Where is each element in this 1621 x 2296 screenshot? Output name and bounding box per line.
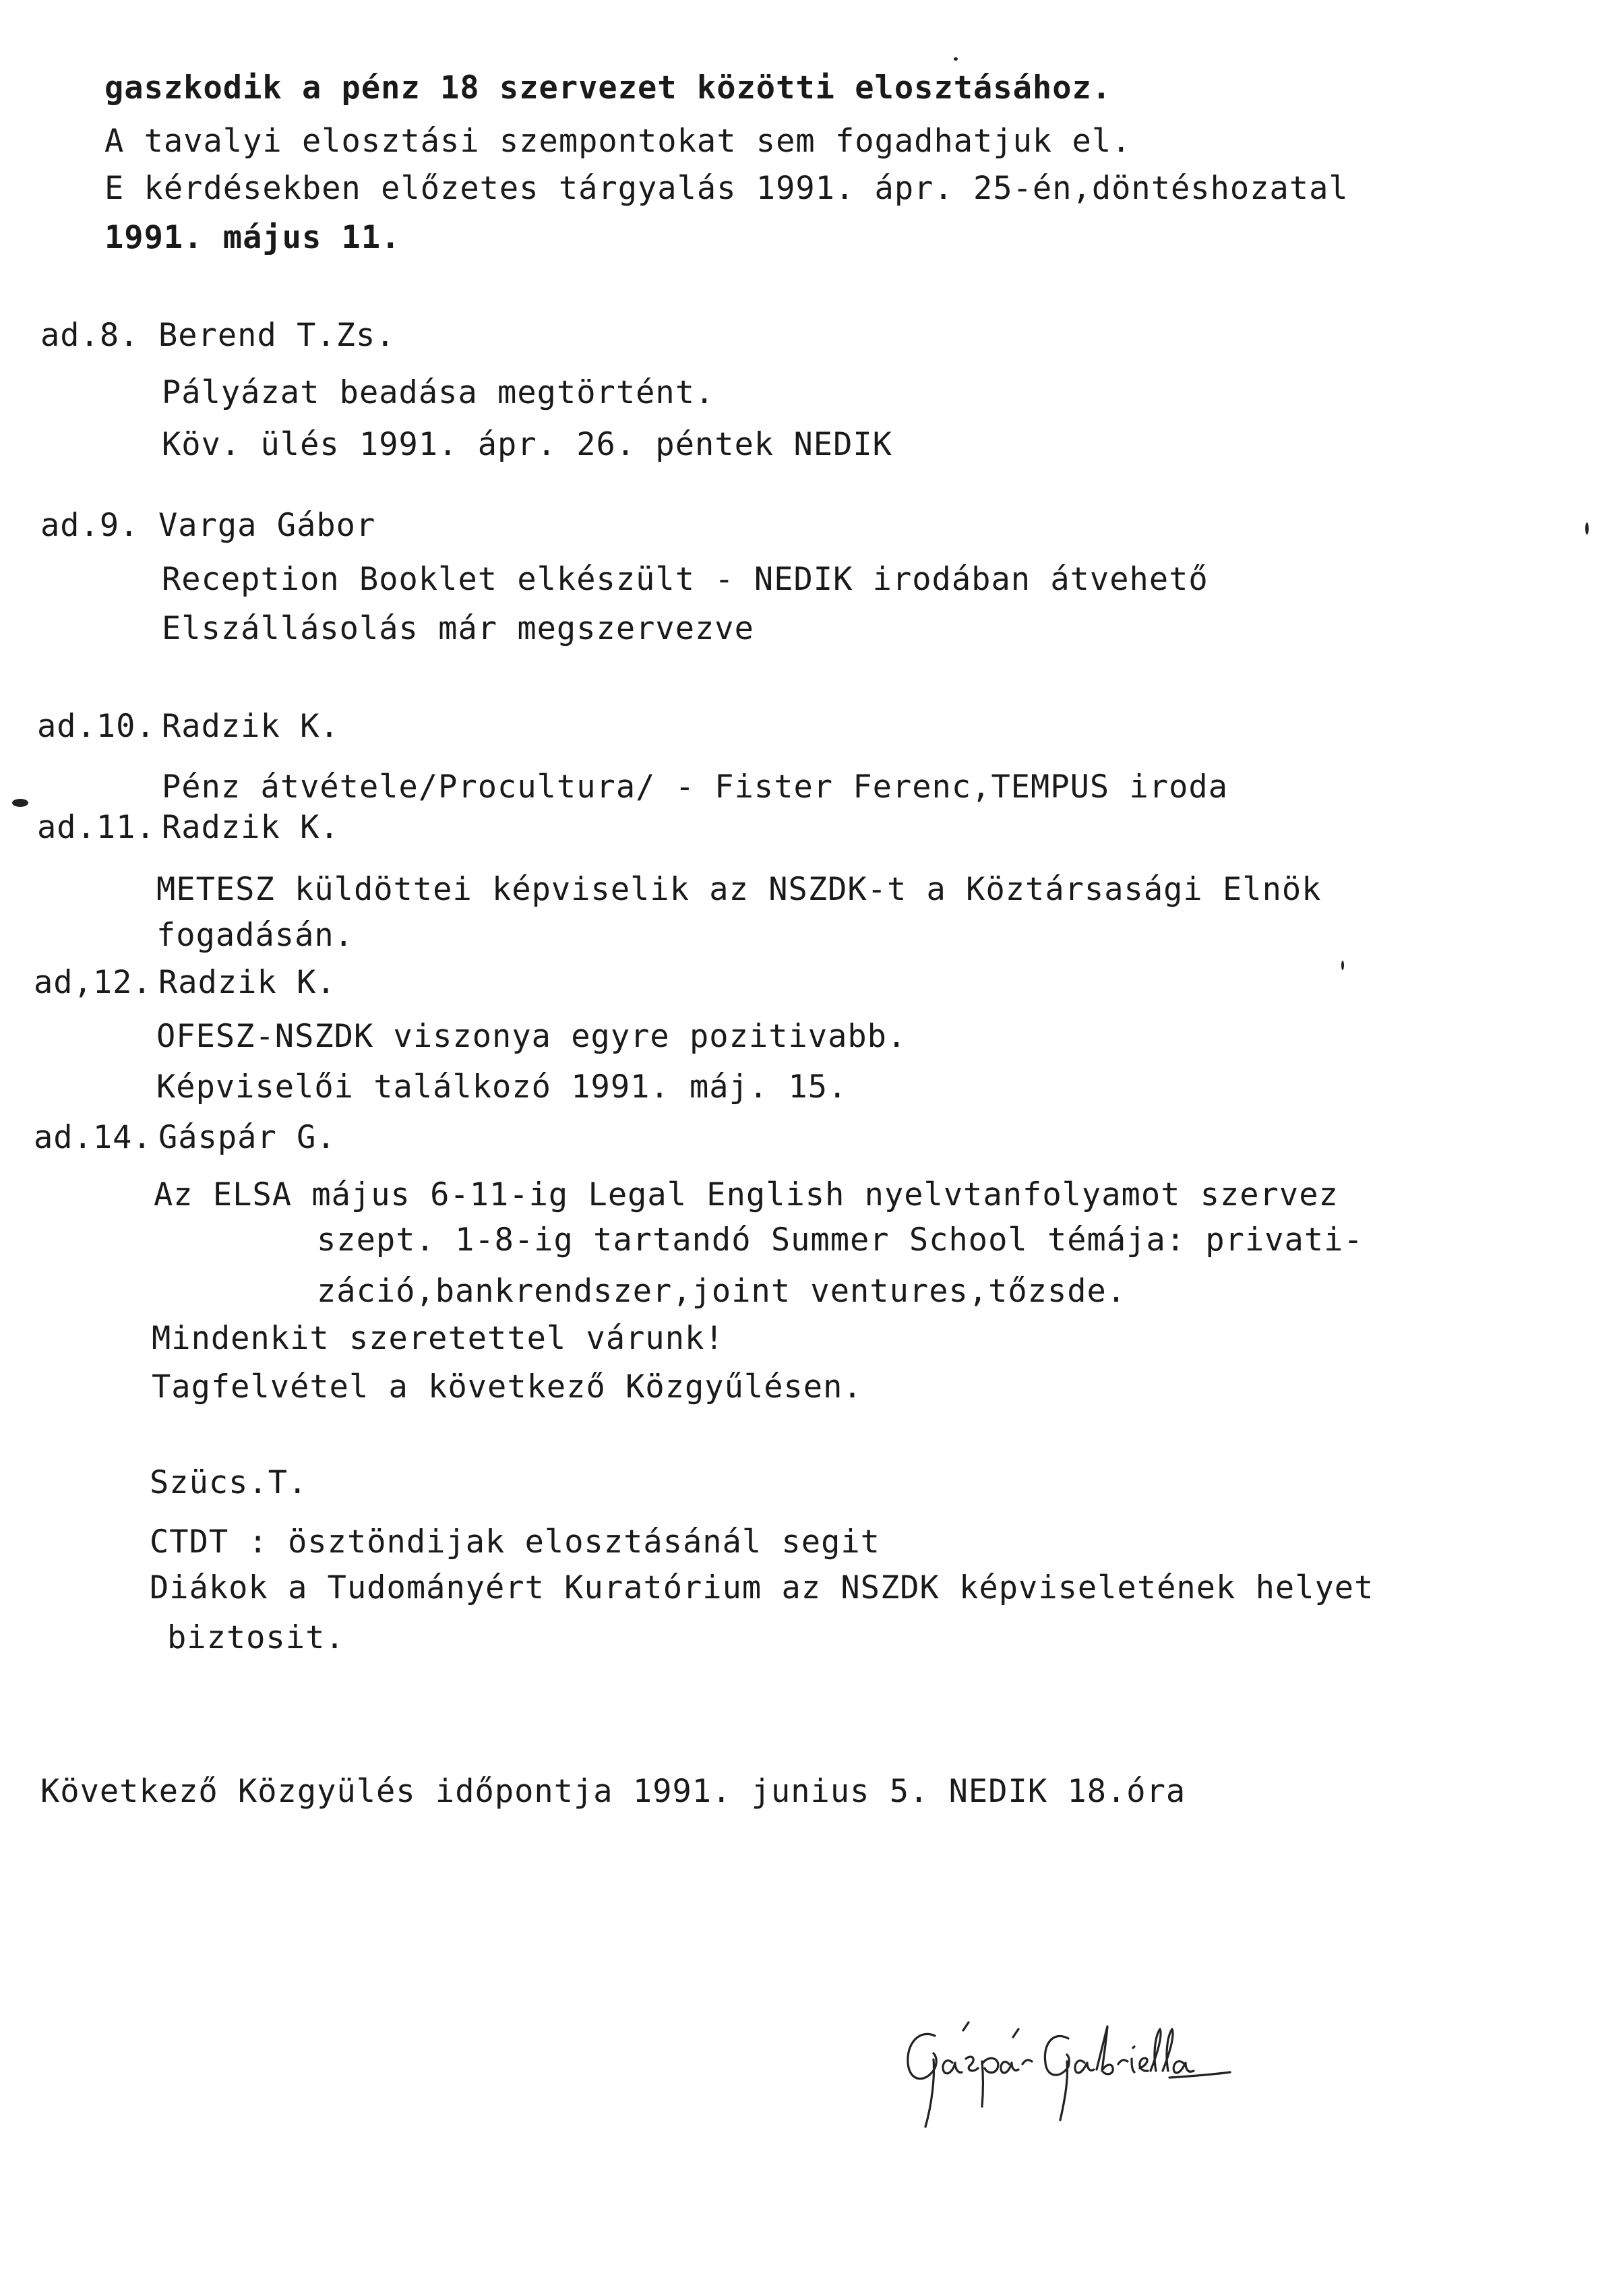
item-11-line-1: METESZ küldöttei képviselik az NSZDK-t a Köztársasági Elnök [156,871,1322,908]
item-11-name: Radzik K. [162,809,340,846]
szucs-line-2: Diákok a Tudományért Kuratórium az NSZDK képviseletének helyet [150,1569,1374,1606]
item-14-line-5: Tagfelvétel a következő Közgyűlésen. [152,1368,863,1406]
item-14-name: Gáspár G. [158,1119,336,1156]
scan-speck [1341,961,1344,970]
item-11-line-2: fogadásán. [156,917,354,954]
scan-speck [12,799,28,807]
item-11-tag: ad.11. [37,809,156,846]
item-12-tag: ad,12. [34,964,152,1001]
item-9-tag: ad.9. [40,507,140,544]
scan-speck [1585,522,1589,535]
item-8-name: Berend T.Zs. [158,317,396,354]
item-9-name: Varga Gábor [158,507,376,544]
intro-line-2: A tavalyi elosztási szempontokat sem fogadhatjuk el. [104,123,1132,160]
item-10-header [37,708,340,746]
signature [893,1989,1244,2144]
item-9-line-2: Elszállásolás már megszervezve [162,610,754,647]
closing-line: Következő Közgyülés időpontja 1991. junius 5. NEDIK 18.óra [40,1773,1186,1810]
item-10-line-1: Pénz átvétele/Procultura/ - Fister Ferenc,TEMPUS iroda [162,768,1229,806]
item-14-line-1: Az ELSA május 6-11-ig Legal English nyelvtanfolyamot szervez [154,1176,1339,1213]
item-9-line-1: Reception Booklet elkészült - NEDIK irodában átvehető [162,561,1209,598]
item-14-tag: ad.14. [34,1119,152,1156]
szucs-header: Szücs.T. [150,1464,308,1501]
item-11-header [37,809,340,847]
item-14-line-4: Mindenkit szeretettel várunk! [152,1320,725,1357]
item-14-line-3: záció,bankrendszer,joint ventures,tőzsde. [317,1273,1127,1310]
scan-speck [954,57,958,61]
item-12-line-2: Képviselői találkozó 1991. máj. 15. [156,1068,848,1106]
item-10-tag: ad.10. [37,708,156,745]
item-8-line-1: Pályázat beadása megtörtént. [162,374,715,411]
item-14-header [34,1119,336,1157]
item-8-tag: ad.8. [40,317,140,354]
item-9-header [40,507,375,545]
szucs-line-3: biztosit. [167,1619,345,1656]
intro-line-3: E kérdésekben előzetes tárgyalás 1991. ápr. 25-én,döntéshozatal [104,170,1349,207]
item-8-header [40,317,396,355]
item-12-name: Radzik K. [158,964,336,1001]
item-14-line-2: szept. 1-8-ig tartandó Summer School témája: privati- [317,1221,1364,1259]
item-12-header [34,964,336,1002]
intro-line-1: gaszkodik a pénz 18 szervezet közötti elosztásához. [104,69,1112,107]
szucs-line-1: CTDT : ösztöndijak elosztásánál segit [150,1523,880,1561]
item-8-line-2: Köv. ülés 1991. ápr. 26. péntek NEDIK [162,426,892,463]
item-10-name: Radzik K. [162,708,340,745]
item-12-line-1: OFESZ-NSZDK viszonya egyre pozitivabb. [156,1018,907,1055]
intro-line-4: 1991. május 11. [104,219,401,256]
